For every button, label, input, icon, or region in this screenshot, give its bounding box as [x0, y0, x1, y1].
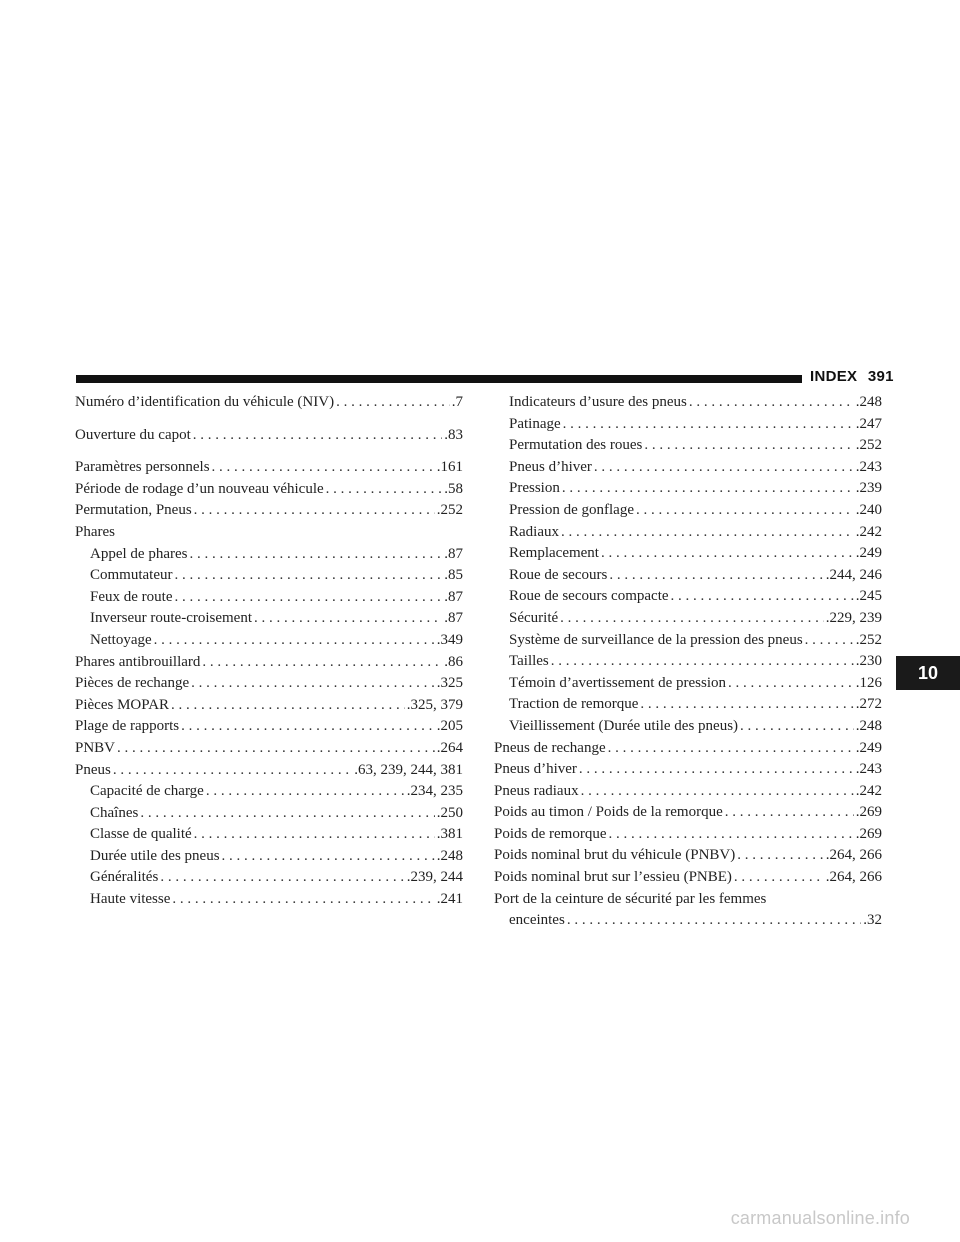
index-entry	[75, 479, 463, 501]
dot-leader	[175, 565, 443, 587]
page-reference[interactable]: .264	[436, 739, 463, 756]
dot-leader	[640, 694, 853, 716]
index-term: Poids nominal brut sur l’essieu (PNBE)	[494, 869, 732, 886]
index-entry	[75, 587, 463, 609]
page-reference[interactable]: .241	[436, 891, 463, 908]
index-term: Haute vitesse	[90, 891, 171, 908]
page-reference[interactable]: .264, 266	[825, 869, 882, 886]
page-reference[interactable]: .272	[855, 696, 882, 713]
dot-leader	[154, 630, 435, 652]
dot-leader	[737, 845, 824, 867]
dot-leader	[725, 802, 854, 824]
page-reference[interactable]: .381	[436, 826, 463, 843]
index-column-left	[75, 392, 463, 911]
index-term: Ouverture du capot	[75, 426, 191, 443]
dot-leader	[671, 586, 854, 608]
page-reference[interactable]: .230	[855, 653, 882, 670]
dot-leader	[174, 587, 442, 609]
page-reference[interactable]: .252	[436, 502, 463, 519]
page-reference[interactable]: .269	[855, 804, 882, 821]
dot-leader	[172, 889, 434, 911]
index-entry	[494, 586, 882, 608]
page-number: 391	[867, 368, 894, 385]
page-reference[interactable]: .243	[855, 761, 882, 778]
index-term: Remplacement	[509, 545, 599, 562]
page-reference[interactable]: .252	[855, 437, 882, 454]
page-reference[interactable]: .234, 235	[406, 783, 463, 800]
index-entry	[494, 889, 882, 911]
page-reference[interactable]: .269	[855, 825, 882, 842]
index-term: Nettoyage	[90, 631, 152, 648]
page-reference[interactable]: .244, 246	[825, 566, 882, 583]
index-entry	[75, 522, 463, 544]
page-reference[interactable]: .250	[436, 804, 463, 821]
dot-leader	[191, 673, 435, 695]
dot-leader	[336, 392, 450, 414]
page-reference[interactable]: .349	[436, 631, 463, 648]
dot-leader	[222, 846, 435, 868]
dot-leader	[805, 630, 854, 652]
dot-leader	[644, 435, 853, 457]
dot-leader	[160, 867, 404, 889]
index-entry	[75, 457, 463, 479]
dot-leader	[567, 910, 861, 932]
index-entry	[494, 716, 882, 738]
index-term: Classe de qualité	[90, 826, 192, 843]
index-entry	[75, 500, 463, 522]
page-reference[interactable]: .248	[436, 847, 463, 864]
index-term: Témoin d’avertissement de pression	[509, 674, 727, 691]
index-term: Appel de phares	[90, 545, 188, 562]
page-reference[interactable]: .325	[436, 675, 463, 692]
index-term: Vieillissement (Durée utile des pneus)	[509, 717, 739, 734]
index-term: Radiaux	[509, 523, 559, 540]
index-entry	[75, 630, 463, 652]
dot-leader	[117, 738, 435, 760]
index-term: Port de la ceinture de sécurité par les femmes	[494, 890, 767, 907]
dot-leader	[734, 867, 824, 889]
dot-leader	[194, 824, 435, 846]
index-entry	[494, 738, 882, 760]
index-term: Capacité de charge	[90, 783, 204, 800]
watermark: carmanualsonline.info	[730, 1208, 910, 1228]
index-term: Pièces MOPAR	[75, 696, 170, 713]
index-term: Patinage	[509, 415, 561, 432]
index-entry	[494, 500, 882, 522]
index-entry	[75, 803, 463, 825]
page-reference[interactable]: .229, 239	[825, 609, 882, 626]
page-reference[interactable]: .240	[855, 501, 882, 518]
dot-leader	[579, 759, 854, 781]
dot-leader	[212, 457, 435, 479]
index-term: PNBV	[75, 739, 116, 756]
index-entry	[494, 392, 882, 414]
dot-leader	[728, 673, 854, 695]
index-term: Roue de secours	[509, 566, 608, 583]
page-reference[interactable]: .87	[444, 588, 463, 605]
index-term: Phares	[75, 523, 115, 540]
page-reference[interactable]: .83	[444, 426, 463, 443]
index-entry	[494, 781, 882, 803]
index-entry	[75, 867, 463, 889]
dot-leader	[581, 781, 854, 803]
index-entry	[75, 673, 463, 695]
index-entry	[494, 630, 882, 652]
page-reference[interactable]: .7	[451, 394, 463, 410]
index-entry	[494, 802, 882, 824]
index-term: Pression de gonflage	[509, 501, 634, 518]
page-reference[interactable]: .86	[444, 653, 463, 670]
index-term: Sécurité	[509, 609, 559, 626]
index-entry	[494, 910, 882, 932]
page-reference[interactable]: .242	[855, 523, 882, 540]
section-title: INDEX	[810, 368, 858, 385]
index-entry	[75, 846, 463, 868]
index-term: Numéro d’identification du véhicule (NIV)	[75, 394, 335, 410]
page-reference[interactable]: .249	[855, 545, 882, 562]
index-entry	[75, 738, 463, 760]
index-entry	[494, 478, 882, 500]
dot-leader	[608, 824, 853, 846]
index-term: Poids de remorque	[494, 825, 607, 842]
dot-leader	[636, 500, 854, 522]
page-reference[interactable]: .249	[855, 739, 882, 756]
index-entry	[494, 414, 882, 436]
index-column-right	[494, 392, 882, 932]
page-reference[interactable]: .161	[436, 459, 463, 476]
page-reference[interactable]: .247	[855, 415, 882, 432]
index-term: Inverseur route-croisement	[90, 610, 253, 627]
dot-leader	[561, 522, 854, 544]
page-reference[interactable]: .264, 266	[825, 847, 882, 864]
dot-leader	[202, 652, 442, 674]
dot-leader	[563, 414, 854, 436]
index-term: Feux de route	[90, 588, 173, 605]
index-term: Pièces de rechange	[75, 675, 190, 692]
dot-leader	[193, 425, 442, 447]
index-entry	[75, 565, 463, 587]
index-term: Roue de secours compacte	[509, 588, 669, 605]
index-term: Généralités	[90, 869, 159, 886]
dot-leader	[189, 544, 442, 566]
dot-leader	[206, 781, 405, 803]
index-entry	[494, 845, 882, 867]
dot-leader	[740, 716, 854, 738]
page-reference[interactable]: .248	[855, 717, 882, 734]
index-entry	[494, 694, 882, 716]
index-term: Période de rodage d’un nouveau véhicule	[75, 480, 324, 497]
index-entry	[494, 608, 882, 630]
dot-leader	[551, 651, 854, 673]
index-term: Plage de rapports	[75, 718, 180, 735]
page-reference[interactable]: .63, 239, 244, 381	[354, 761, 463, 778]
page-reference[interactable]: .87	[444, 545, 463, 562]
page-reference[interactable]: .245	[855, 588, 882, 605]
index-entry	[75, 544, 463, 566]
dot-leader	[140, 803, 434, 825]
index-term: Durée utile des pneus	[90, 847, 220, 864]
index-term: enceintes	[509, 912, 565, 929]
dot-leader	[594, 457, 854, 479]
index-term: Pression	[509, 480, 560, 497]
header-rule	[76, 375, 802, 383]
page-reference[interactable]: .205	[436, 718, 463, 735]
index-term: Pneus d’hiver	[509, 458, 592, 475]
dot-leader	[608, 738, 854, 760]
index-term: Pneus d’hiver	[494, 761, 577, 778]
index-entry	[75, 824, 463, 846]
index-entry	[494, 565, 882, 587]
dot-leader	[562, 478, 854, 500]
index-term: Permutation, Pneus	[75, 502, 192, 519]
page-reference[interactable]: .243	[855, 458, 882, 475]
index-term: Phares antibrouillard	[75, 653, 201, 670]
index-entry	[494, 651, 882, 673]
index-term: Pneus de rechange	[494, 739, 606, 756]
index-term: Système de surveillance de la pression des pneus	[509, 631, 803, 648]
index-term: Poids nominal brut du véhicule (PNBV)	[494, 847, 736, 864]
index-term: Pneus	[75, 761, 111, 778]
page-reference[interactable]: .239	[855, 480, 882, 497]
index-term: Tailles	[509, 653, 549, 670]
index-term: Pneus radiaux	[494, 782, 579, 799]
dot-leader	[181, 716, 435, 738]
page-reference[interactable]: .325, 379	[406, 696, 463, 713]
index-entry	[75, 716, 463, 738]
dot-leader	[113, 760, 352, 782]
page-reference[interactable]: .32	[863, 912, 882, 929]
index-entry	[75, 425, 463, 447]
index-term: Commutateur	[90, 567, 173, 584]
index-term: Permutation des roues	[509, 437, 643, 454]
chapter-tab[interactable]: 10	[896, 656, 960, 690]
index-term: Indicateurs d’usure des pneus	[509, 394, 687, 410]
index-entry	[494, 457, 882, 479]
dot-leader	[254, 608, 442, 630]
index-entry	[75, 652, 463, 674]
page-reference[interactable]: .242	[855, 782, 882, 799]
index-entry	[494, 867, 882, 889]
index-entry	[75, 392, 463, 414]
page-reference[interactable]: .239, 244	[406, 869, 463, 886]
dot-leader	[689, 392, 854, 414]
page-reference[interactable]: .248	[855, 394, 882, 410]
dot-leader	[601, 543, 854, 565]
page-reference[interactable]: .87	[444, 610, 463, 627]
index-entry	[75, 695, 463, 717]
index-term: Poids au timon / Poids de la remorque	[494, 804, 723, 821]
index-entry	[75, 608, 463, 630]
index-entry	[494, 673, 882, 695]
index-entry	[75, 781, 463, 803]
dot-leader	[326, 479, 443, 501]
page-reference[interactable]: .252	[855, 631, 882, 648]
index-entry	[494, 435, 882, 457]
index-term: Chaînes	[90, 804, 139, 821]
index-term: Paramètres personnels	[75, 459, 210, 476]
running-header	[810, 368, 894, 385]
page-reference[interactable]: .126	[855, 674, 882, 691]
dot-leader	[560, 608, 824, 630]
page-reference[interactable]: .58	[444, 480, 463, 497]
index-entry	[75, 760, 463, 782]
index-term: Traction de remorque	[509, 696, 639, 713]
dot-leader	[194, 500, 435, 522]
page-reference[interactable]: .85	[444, 567, 463, 584]
dot-leader	[171, 695, 405, 717]
index-entry	[494, 824, 882, 846]
index-entry	[494, 522, 882, 544]
index-entry	[494, 543, 882, 565]
index-entry	[75, 889, 463, 911]
dot-leader	[609, 565, 823, 587]
index-entry	[494, 759, 882, 781]
